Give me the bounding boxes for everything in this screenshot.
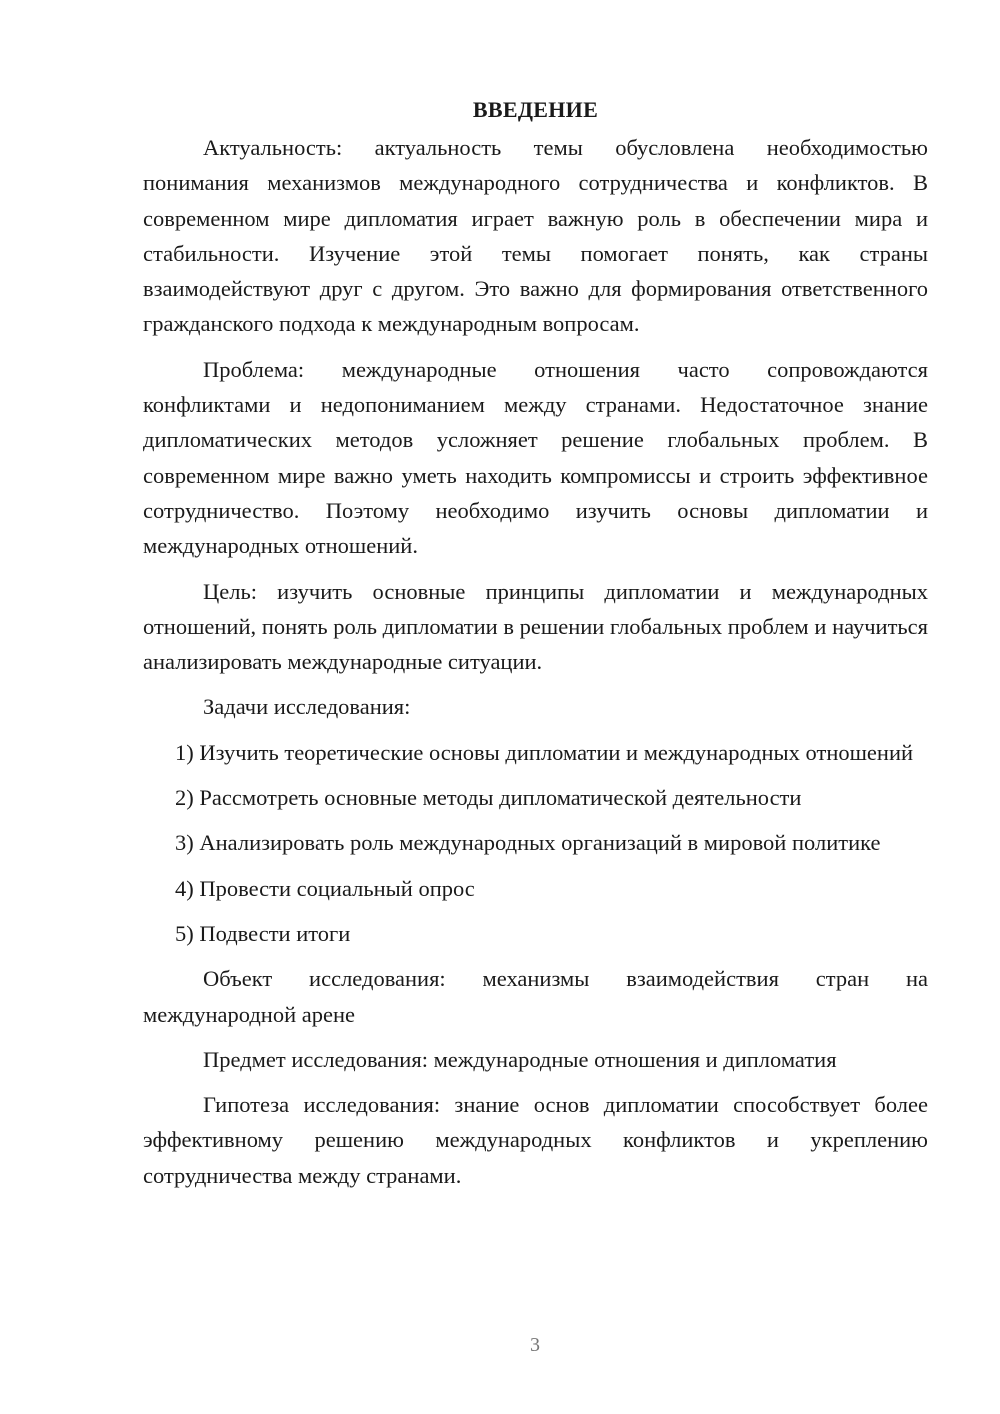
subject-paragraph: Предмет исследования: международные отношения и дипломатия xyxy=(203,1046,837,1072)
task-item-4: 4) Провести социальный опрос xyxy=(175,875,475,901)
goal-paragraph: Цель: изучить основные принципы дипломатии и международных отношений, понять роль дипломатии в решении глобальных проблем и научиться анализировать международные ситуации. xyxy=(143,578,928,675)
hypothesis-paragraph: Гипотеза исследования: знание основ дипломатии способствует более эффективному решению международных конфликтов и укреплению сотрудничества между странами. xyxy=(143,1092,928,1188)
page-title: ВВЕДЕНИЕ xyxy=(472,97,599,122)
tasks-title: Задачи исследования: xyxy=(203,694,411,720)
problem-paragraph: Проблема: международные отношения часто сопровождаются конфликтами и недопониманием между странами. Недостаточное знание дипломатических методов усложняет решение глобальных проблем. В современном мире важно уметь находить компромиссы и строить эффективное сотрудничество. Поэтому необходимо изучить основы дипломатии и международных отношений. xyxy=(143,356,928,559)
task-item-3: 3) Анализировать роль международных организаций в мировой политике xyxy=(175,830,881,856)
document-page xyxy=(143,94,928,1193)
task-item-1: 1) Изучить теоретические основы дипломатии и международных отношений xyxy=(175,739,914,765)
relevance-paragraph: Актуальность: актуальность темы обусловлена необходимостью понимания механизмов международного сотрудничества и конфликтов. В современном мире дипломатия играет важную роль в обеспечении мира и стабильности. Изучение этой темы помогает понять, как страны взаимодействуют друг с другом. Это важно для формирования ответственного гражданского подхода к международным вопросам. xyxy=(143,135,928,337)
page-number: 3 xyxy=(530,1334,540,1356)
object-paragraph: Объект исследования: механизмы взаимодействия стран на международной арене xyxy=(143,966,928,1027)
task-item-2: 2) Рассмотреть основные методы дипломатической деятельности xyxy=(175,785,802,811)
task-item-5: 5) Подвести итоги xyxy=(175,920,351,946)
